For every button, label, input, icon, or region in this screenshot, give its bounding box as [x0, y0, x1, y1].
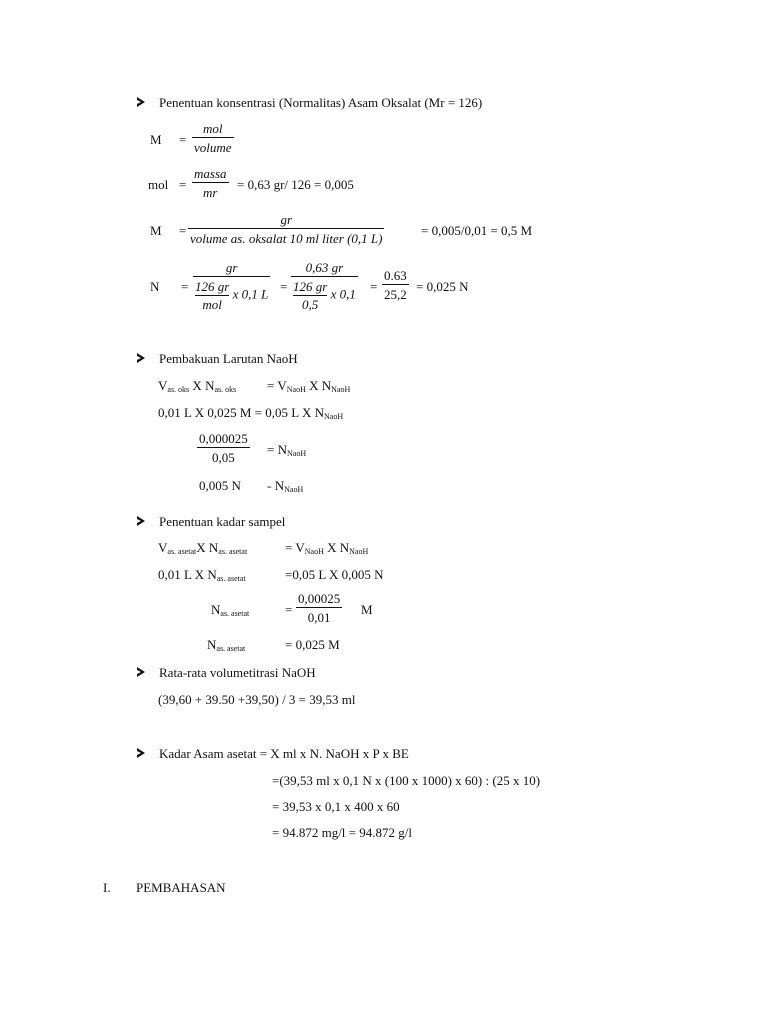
m-result: = 0,005/0,01 = 0,5 M	[421, 223, 533, 238]
equation-line-2-right: =0,05 L X 0,005 N	[285, 567, 384, 582]
nested-fraction	[195, 280, 229, 311]
bullet-arrow-icon	[137, 667, 145, 677]
x-operator: X	[309, 378, 319, 393]
subscript-as-asetat: as. asetat	[167, 547, 197, 556]
section-number: I.	[103, 880, 111, 895]
fraction-numerator: gr	[280, 212, 293, 227]
fraction-tail: x 0,1	[330, 286, 356, 302]
equation-line-2-left	[158, 568, 246, 583]
subscript-naoh: NaoH	[284, 485, 304, 494]
equation-line-1-left	[158, 379, 236, 394]
v-symbol: V	[158, 378, 168, 393]
equals-sign: =	[179, 223, 187, 238]
fraction-numerator: 0,63 gr	[305, 260, 344, 275]
mol-result: = 0,63 gr/ 126 = 0,005	[237, 177, 354, 192]
fraction-bar	[293, 295, 327, 296]
equals-sign-small: =	[267, 483, 272, 492]
n-symbol: N	[205, 378, 215, 393]
equation-line-4-left: 0,005 N	[199, 478, 241, 493]
n-symbol: N	[277, 442, 287, 457]
fraction-numerator: massa	[194, 166, 227, 181]
fraction-asetat	[296, 592, 342, 624]
fraction-denominator: mr	[203, 185, 218, 200]
subscript-as-asetat: as. asetat	[216, 574, 246, 583]
fraction-numerator: 0,00025	[298, 591, 341, 606]
fraction-numerator: 0,000025	[199, 431, 248, 446]
fraction-denominator: volume	[194, 140, 232, 155]
average-calculation: (39,60 + 39.50 +39,50) / 3 = 39,53 ml	[158, 692, 356, 707]
n-symbol: N	[208, 540, 219, 555]
subscript-naoh: NaoH	[349, 547, 369, 556]
equation-line-4-right: = 0,025 M	[285, 637, 340, 652]
equation-line-4-left	[207, 638, 245, 653]
fraction-n-step2	[291, 261, 358, 311]
fraction-denominator: 0,05	[212, 450, 235, 465]
fraction-massa-mr	[192, 167, 229, 199]
equals-sign: =	[181, 279, 189, 294]
equation-text: 0,01 L X 0,025 M = 0,05 L X N	[158, 405, 324, 420]
section-heading-normalitas: Penentuan konsentrasi (Normalitas) Asam Oksalat (Mr = 126)	[159, 95, 483, 110]
bullet-arrow-icon	[137, 353, 145, 363]
section-heading-rata-rata: Rata-rata volumetitrasi NaOH	[159, 665, 316, 680]
n-result: = 0,025 N	[416, 279, 469, 294]
kadar-calc-line-1: =(39,53 ml x 0,1 N x (100 x 1000) x 60) : (25 x 10)	[272, 773, 541, 788]
fraction-denominator: 0,01	[307, 610, 331, 625]
fraction-tail: x 0,1 L	[232, 286, 269, 302]
equals-sign: =	[267, 378, 275, 393]
equals-sign: =	[285, 540, 293, 555]
subscript-as-oks: as. oks	[167, 385, 190, 394]
fraction-denominator: 0,5	[302, 297, 319, 312]
equation-line-2	[158, 406, 343, 421]
equation-line-1-right	[285, 541, 368, 556]
section-heading-pembakuan: Pembakuan Larutan NaoH	[159, 351, 298, 366]
x-operator: X	[196, 540, 206, 555]
fraction-n-step3	[382, 269, 409, 301]
equals-sign: =	[179, 177, 187, 192]
section-title-pembahasan: PEMBAHASAN	[136, 880, 226, 895]
n-symbol: N	[321, 378, 332, 393]
fraction-gr-volume	[188, 213, 384, 245]
fraction-denominator	[193, 277, 270, 311]
v-symbol: V	[295, 540, 305, 555]
n-symbol: N	[274, 478, 285, 493]
n-label: N	[150, 279, 160, 294]
fraction-numerator: gr	[225, 260, 238, 275]
subscript-naoh: NaoH	[286, 385, 306, 394]
fraction-denominator: mol	[202, 297, 222, 312]
unit-m: M	[361, 602, 373, 617]
bullet-arrow-icon	[137, 97, 145, 107]
m-label: M	[150, 132, 162, 147]
equals-sign: =	[179, 132, 187, 147]
fraction-bar	[195, 295, 229, 296]
subscript-as-asetat: as. asetat	[220, 609, 250, 618]
section-heading-kadar-sampel: Penentuan kadar sampel	[159, 514, 286, 529]
mol-label: mol	[148, 177, 169, 192]
fraction-numerator: mol	[203, 121, 223, 136]
nested-fraction	[293, 280, 327, 311]
subscript-naoh: NaoH	[323, 412, 344, 421]
kadar-calc-line-2: = 39,53 x 0,1 x 400 x 60	[272, 799, 400, 814]
subscript-as-asetat: as. asetat	[216, 644, 246, 653]
fraction-numerator: 126 gr	[293, 279, 328, 294]
n-symbol: N	[211, 602, 221, 617]
fraction-numerator: 126 gr	[195, 279, 230, 294]
n-symbol: N	[339, 540, 350, 555]
v-symbol: V	[277, 378, 287, 393]
fraction-numerator: 0.63	[384, 268, 407, 283]
equals-sign: =	[280, 279, 288, 294]
fraction-denominator	[291, 277, 358, 311]
equation-text: 0,01 L X N	[158, 567, 217, 582]
section-heading-kadar-asam-asetat: Kadar Asam asetat = X ml x N. NaOH x P x BE	[159, 746, 409, 761]
fraction-mol-volume	[192, 122, 234, 154]
subscript-naoh: NaoH	[331, 385, 351, 394]
fraction-ratio	[197, 432, 250, 464]
equation-line-3-left	[211, 603, 249, 618]
fraction-n-step1	[193, 261, 270, 311]
equals-sign: =	[267, 442, 275, 457]
m-label: M	[150, 223, 162, 238]
subscript-naoh: NaoH	[286, 449, 307, 458]
x-operator: X	[192, 378, 202, 393]
equals-sign: =	[370, 279, 378, 294]
subscript-as-oks: as. oks	[214, 385, 237, 394]
kadar-calc-line-3: = 94.872 mg/l = 94.872 g/l	[272, 825, 412, 840]
bullet-arrow-icon	[137, 516, 145, 526]
fraction-denominator: volume as. oksalat 10 ml liter (0,1 L)	[190, 231, 383, 246]
subscript-naoh: NaoH	[304, 547, 324, 556]
v-symbol: V	[158, 540, 168, 555]
subscript-as-asetat: as. asetat	[218, 547, 248, 556]
fraction-denominator: 25,2	[384, 287, 407, 302]
equation-line-4-right	[267, 479, 303, 494]
equation-line-3-right	[267, 443, 306, 458]
bullet-arrow-icon	[137, 748, 145, 758]
equation-line-1-right	[267, 379, 350, 394]
n-symbol: N	[207, 637, 217, 652]
equals-sign: =	[285, 602, 293, 617]
x-operator: X	[327, 540, 337, 555]
equation-line-1-left	[158, 541, 247, 556]
